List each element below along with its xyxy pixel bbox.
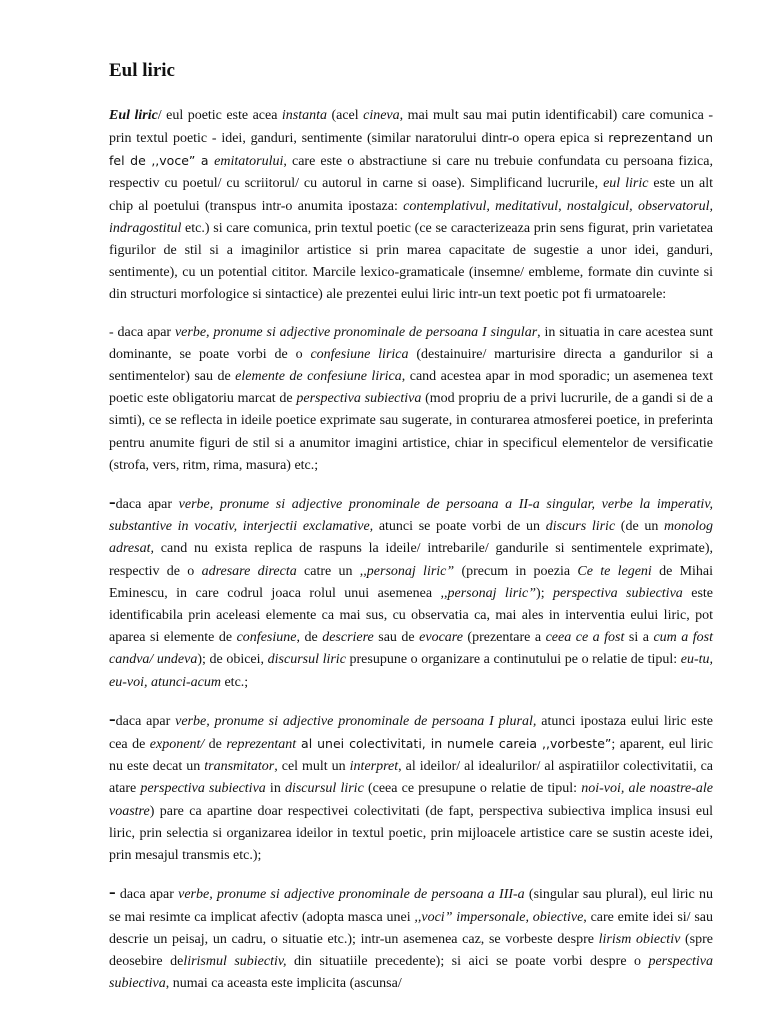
text-run: daca apar (115, 713, 176, 729)
text-run: - (109, 491, 116, 514)
text-run: noi-voi, ale noastre-ale voastre (109, 781, 713, 819)
text-run: ); de obicei, (197, 652, 268, 668)
text-run: este identificabila prin aceleasi elemente ca mai sus, cu observatia ca, mai ales in interventia eului liric, pot aparea si elemente de (109, 585, 713, 646)
text-run: instanta (281, 107, 327, 123)
text-run: reprezentant (226, 737, 297, 753)
text-run: eu-tu, eu-voi, atunci-acum (109, 652, 713, 690)
text-run: (precum in poezia (454, 563, 578, 579)
text-run: daca apar (115, 887, 179, 903)
text-run: este un alt chip al poetului (transpus intr-o anumita ipostaza: (109, 176, 714, 214)
text-run: de (204, 737, 227, 753)
text-run: ; aparent, eul liric nu este decat un (109, 737, 714, 775)
text-run: etc.; (220, 674, 249, 690)
text-run: in (265, 781, 285, 797)
text-run: discursul liric (284, 781, 364, 797)
text-run: - (109, 881, 116, 904)
text-run: si a (624, 630, 654, 646)
paragraph-first-person-singular (109, 322, 713, 477)
text-run: unei colectivitati, in numele careia ,,vorbeste” (317, 736, 612, 752)
text-run: , numai ca aceasta este implicita (ascunsa/ (165, 976, 402, 992)
text-run: interpret (349, 759, 399, 775)
text-run: , de (296, 630, 323, 646)
text-run: perspectiva subiectiva (140, 781, 266, 797)
text-run: perspectiva subiectiva (109, 953, 713, 992)
text-run: presupune o organizare a continutului pe o relatie de tipul: (345, 652, 681, 668)
text-run: - daca apar (109, 324, 175, 340)
text-run: , al ideilor/ al idealurilor/ al aspiratiilor colectivitatii, ca atare (109, 759, 714, 797)
text-run: elemente de confesiune lirica (235, 369, 402, 385)
text-run: cineva (363, 107, 400, 123)
text-run: verbe, pronume si adjective pronominale de persoana I plural, (175, 713, 537, 729)
text-run: catre un (296, 563, 360, 579)
text-run: reprezentand un fel de ,,voce” a (109, 130, 713, 169)
text-run: transmitator (204, 759, 275, 775)
text-run: discursul liric (267, 652, 346, 668)
text-run: eul liric (603, 176, 649, 192)
text-run: etc.) si care comunica, prin textul poetic (ce se caracterizeaza prin sens figurat, prin varietatea figurilor de stil si a imaginilor artistice si prin marea capacitate de sugestie a unor idei, ganduri, sentimente), cu un potential cititor. Marcile lexico-gramaticale (insemne/ embleme, formate din cuvinte si din structuri morfologice si sintactice) ale prezentei eului liric intr-un text poetic pot fi urmatoarele: (109, 220, 713, 303)
text-run: , care emite idei si/ sau descrie un peisaj, un cadru, o situatie etc.); intr-un asemenea caz, se vorbeste despre (109, 909, 714, 947)
text-run: monolog adresat, (109, 519, 713, 557)
text-run: (prezentare a (462, 630, 546, 646)
text-run: (singular sau plural), eul liric nu se mai resimte ca implicat afectiv (adopta masca unei (109, 887, 713, 925)
text-run: din situatiile precedente); si aici se poate vorbi despre o (286, 953, 649, 969)
text-run: - (109, 707, 116, 730)
text-run: perspectiva subiectiva (553, 585, 683, 601)
text-run: lirism obiectiv (598, 931, 681, 947)
text-run: evocare (419, 630, 463, 646)
text-run: descriere (322, 630, 374, 646)
text-run: confesiune lirica (310, 346, 409, 362)
text-run: Eul liric (109, 107, 158, 123)
text-run: ,,voci” impersonale, obiective (414, 909, 584, 925)
text-run: daca apar (115, 497, 179, 513)
paragraph-third-person (109, 882, 713, 995)
text-run: ,,personaj liric” (440, 585, 537, 601)
text-run: Ce te legeni (577, 563, 652, 579)
text-run: perspectiva subiectiva (296, 391, 422, 407)
text-run: verbe, pronume si adjective pronominale de persoana a II-a singular, verbe la imperativ, substantive in vocativ, interjectii exclamative, (109, 497, 713, 535)
text-run: de Mihai Eminescu, in care codrul joaca rolul unui asemenea (109, 563, 714, 601)
text-run: , mai mult sau mai putin identificabil) care comunica - prin textul poetic - idei, ganduri, sentimente (similar naratorului dintr-o opera epica si (109, 107, 713, 146)
text-run: , care este o abstractiune si care nu trebuie confundata cu persoana fizica, respectiv cu poetul/ cu scriitorul/ cu autorul in carne si oase). Simplificand lucrurile, (109, 154, 713, 192)
text-run: ) pare ca apartine doar respectivei colectivitati (de fapt, perspectiva subiectiva implica insusi eul liric, prin selectia si organizarea ideilor in textul poetic, prin mijloacele artistice care se sustin aceste idei, prin mesajul transmis etc.); (109, 803, 713, 864)
text-run: atunci ipostaza eului liric este cea de (109, 713, 714, 753)
text-run: contemplativul, meditativul, nostalgicul, observatorul, indragostitul (109, 198, 713, 236)
text-run: (acel (327, 107, 364, 123)
text-run: exponent/ (149, 737, 205, 753)
text-run: emitatorului (214, 154, 284, 170)
text-run: / eul poetic este acea (157, 107, 282, 123)
text-run: lirismul subiectiv, (183, 953, 287, 969)
text-run: verbe, pronume si adjective pronominale de persoana I singular (174, 324, 538, 340)
paragraph-second-person-singular (109, 492, 713, 694)
text-run: ); (536, 585, 554, 601)
text-run: (mod propriu de a privi lucrurile, de a gandi si de a simti), ce se reflecta in ideile poetice exprimate sau sugerate, in conturarea atmosferei poetice, in preferinta pentru anumite figuri de stil si a anumitor imagini artistice, chiar in specificul elementelor de versificatie (strofa, vers, ritm, rima, masura) etc.; (109, 391, 713, 473)
text-run: adresare directa (201, 563, 297, 579)
text-run: al (296, 736, 318, 752)
text-run: , in situatia in care acestea sunt dominante, se poate vorbi de o (109, 324, 713, 362)
text-run: verbe, pronume si adjective pronominale de persoana a III-a (178, 887, 525, 903)
text-run: (ceea ce presupune o relatie de tipul: (363, 781, 582, 797)
document-body (109, 105, 713, 996)
text-run: confesiune (236, 630, 297, 646)
text-run: (spre deosebire de (109, 931, 713, 969)
text-run: , cand acestea apar in mod sporadic; un asemenea text poetic este obligatoriu marcat de (109, 369, 713, 407)
text-run: discurs liric (545, 519, 616, 535)
text-run: (destainuire/ marturisire directa a gandurilor si a sentimentelor) sau de (109, 346, 714, 385)
text-run: cum a fost candva/ undeva (109, 630, 713, 668)
text-run: cand nu exista replica de raspuns la ideile/ intrebarile/ gandurile si sentimentele exprimate), respectiv de o (109, 541, 713, 579)
text-run: atunci se poate vorbi de un (373, 519, 546, 535)
paragraph-first-person-plural (109, 709, 713, 867)
text-run: ,,personaj liric” (359, 563, 455, 579)
text-run: , cel mult un (274, 759, 350, 775)
text-run: sau de (373, 630, 420, 646)
page-title: Eul liric (109, 60, 175, 81)
paragraph-intro (109, 105, 713, 307)
text-run: (de un (615, 519, 664, 535)
text-run: ceea ce a fost (545, 630, 625, 646)
